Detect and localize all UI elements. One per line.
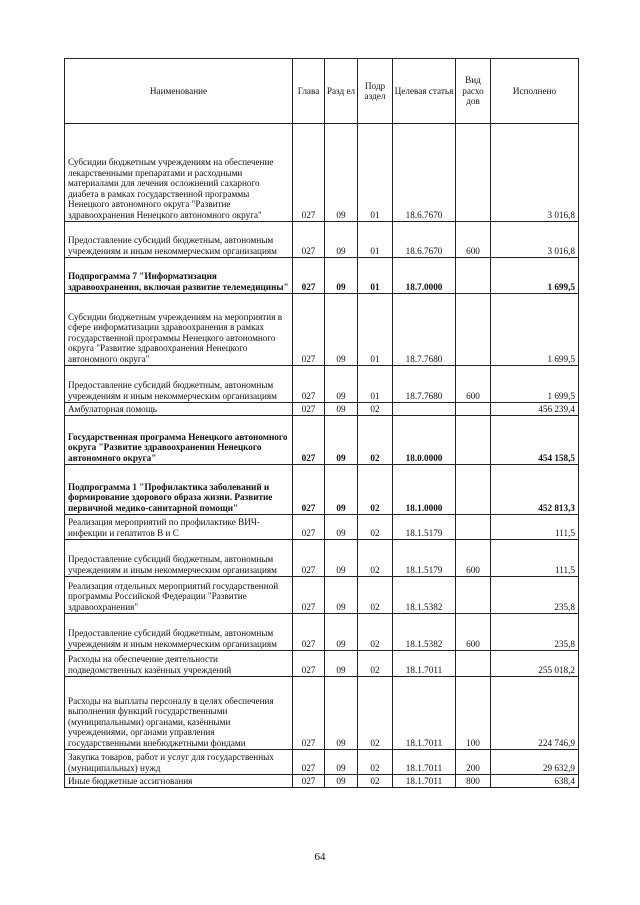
cell-name: Предоставление субсидий бюджетным, автономным учреждениям и иным некоммерческим организациям <box>65 366 293 403</box>
cell-section: 09 <box>325 577 358 614</box>
cell-name: Предоставление субсидий бюджетным, автономным учреждениям и иным некоммерческим организациям <box>65 614 293 651</box>
cell-target: 18.1.5382 <box>393 577 456 614</box>
header-subsection: Подр аздел <box>358 59 393 124</box>
cell-subsection: 01 <box>358 124 393 222</box>
cell-expense-type <box>456 515 491 540</box>
cell-expense-type: 600 <box>456 540 491 577</box>
cell-section: 09 <box>325 677 358 750</box>
cell-expense-type <box>456 258 491 294</box>
table-body <box>65 124 579 788</box>
table-row <box>65 258 579 294</box>
cell-executed: 255 018,2 <box>491 651 579 677</box>
cell-target: 18.7.7680 <box>393 366 456 403</box>
cell-chapter: 027 <box>293 465 325 515</box>
cell-name: Предоставление субсидий бюджетным, автономным учреждениям и иным некоммерческим организациям <box>65 222 293 258</box>
cell-expense-type: 800 <box>456 775 491 788</box>
cell-subsection: 02 <box>358 651 393 677</box>
cell-section: 09 <box>325 651 358 677</box>
cell-name: Расходы на выплаты персоналу в целях обеспечения выполнения функций государственными (муниципальными) органами, казёнными учреждениями, органами управления государственными внебюджетными фондами <box>65 677 293 750</box>
cell-subsection: 02 <box>358 515 393 540</box>
cell-chapter: 027 <box>293 515 325 540</box>
table-row <box>65 222 579 258</box>
cell-name: Государственная программа Ненецкого автономного округа "Развитие здравоохранения Ненецкого автономного округа" <box>65 416 293 465</box>
cell-subsection: 01 <box>358 258 393 294</box>
table-row <box>65 577 579 614</box>
page-number: 64 <box>314 851 326 863</box>
cell-subsection: 01 <box>358 294 393 366</box>
cell-subsection: 02 <box>358 403 393 416</box>
cell-section: 09 <box>325 540 358 577</box>
cell-executed: 3 016,8 <box>491 124 579 222</box>
table-row <box>65 366 579 403</box>
cell-name: Предоставление субсидий бюджетным, автономным учреждениям и иным некоммерческим организациям <box>65 540 293 577</box>
table-row <box>65 465 579 515</box>
cell-executed: 452 813,3 <box>491 465 579 515</box>
table-row <box>65 677 579 750</box>
cell-target <box>393 403 456 416</box>
cell-executed: 1 699,5 <box>491 258 579 294</box>
cell-chapter: 027 <box>293 416 325 465</box>
cell-expense-type: 600 <box>456 366 491 403</box>
header-target: Целевая статья <box>393 59 456 124</box>
cell-chapter: 027 <box>293 222 325 258</box>
cell-target: 18.1.5179 <box>393 540 456 577</box>
cell-subsection: 02 <box>358 540 393 577</box>
cell-executed: 1 699,5 <box>491 366 579 403</box>
cell-subsection: 01 <box>358 222 393 258</box>
cell-subsection: 02 <box>358 465 393 515</box>
cell-target: 18.0.0000 <box>393 416 456 465</box>
cell-chapter: 027 <box>293 258 325 294</box>
table-row <box>65 614 579 651</box>
cell-executed: 235,8 <box>491 577 579 614</box>
cell-section: 09 <box>325 465 358 515</box>
cell-name: Реализация мероприятий по профилактике ВИЧ-инфекции и гепатитов B и C <box>65 515 293 540</box>
cell-name: Закупка товаров, работ и услуг для государственных (муниципальных) нужд <box>65 750 293 775</box>
table-row <box>65 124 579 222</box>
cell-executed: 235,8 <box>491 614 579 651</box>
table-row <box>65 416 579 465</box>
cell-subsection: 02 <box>358 577 393 614</box>
cell-executed: 1 699,5 <box>491 294 579 366</box>
cell-target: 18.1.7011 <box>393 651 456 677</box>
cell-executed: 224 746,9 <box>491 677 579 750</box>
cell-chapter: 027 <box>293 124 325 222</box>
table-row <box>65 515 579 540</box>
cell-name: Амбулаторная помощь <box>65 403 293 416</box>
cell-name: Реализация отдельных мероприятий государственной программы Российской Федерации "Развитие здравоохранения" <box>65 577 293 614</box>
cell-section: 09 <box>325 750 358 775</box>
cell-target: 18.7.7680 <box>393 294 456 366</box>
cell-executed: 454 158,5 <box>491 416 579 465</box>
cell-target: 18.6.7670 <box>393 222 456 258</box>
cell-expense-type <box>456 124 491 222</box>
cell-executed: 456 239,4 <box>491 403 579 416</box>
budget-execution-table <box>64 58 579 788</box>
cell-target: 18.1.7011 <box>393 677 456 750</box>
cell-chapter: 027 <box>293 775 325 788</box>
cell-subsection: 02 <box>358 677 393 750</box>
cell-expense-type <box>456 465 491 515</box>
cell-executed: 111,5 <box>491 515 579 540</box>
table-row <box>65 403 579 416</box>
cell-target: 18.1.5179 <box>393 515 456 540</box>
cell-executed: 3 016,8 <box>491 222 579 258</box>
cell-expense-type: 200 <box>456 750 491 775</box>
header-section: Разд ел <box>325 59 358 124</box>
cell-chapter: 027 <box>293 403 325 416</box>
cell-section: 09 <box>325 124 358 222</box>
cell-target: 18.1.5382 <box>393 614 456 651</box>
cell-expense-type: 100 <box>456 677 491 750</box>
cell-subsection: 02 <box>358 614 393 651</box>
cell-expense-type <box>456 403 491 416</box>
cell-chapter: 027 <box>293 540 325 577</box>
cell-section: 09 <box>325 515 358 540</box>
header-expense-type: Вид расхо дов <box>456 59 491 124</box>
cell-section: 09 <box>325 416 358 465</box>
cell-chapter: 027 <box>293 366 325 403</box>
cell-subsection: 02 <box>358 775 393 788</box>
cell-section: 09 <box>325 222 358 258</box>
cell-name: Иные бюджетные ассигнования <box>65 775 293 788</box>
cell-expense-type <box>456 294 491 366</box>
table-row <box>65 651 579 677</box>
cell-executed: 29 632,9 <box>491 750 579 775</box>
cell-section: 09 <box>325 614 358 651</box>
cell-target: 18.1.7011 <box>393 775 456 788</box>
table-row <box>65 540 579 577</box>
cell-chapter: 027 <box>293 577 325 614</box>
cell-section: 09 <box>325 294 358 366</box>
cell-chapter: 027 <box>293 614 325 651</box>
cell-section: 09 <box>325 366 358 403</box>
cell-section: 09 <box>325 403 358 416</box>
cell-target: 18.6.7670 <box>393 124 456 222</box>
cell-expense-type: 600 <box>456 222 491 258</box>
cell-subsection: 01 <box>358 366 393 403</box>
cell-expense-type <box>456 651 491 677</box>
table-row <box>65 775 579 788</box>
cell-name: Субсидии бюджетным учреждениям на мероприятия в сфере информатизации здравоохранения в рамках государственной программы Ненецкого автономного округа "Развитие здравоохранения Ненецкого автономного округа" <box>65 294 293 366</box>
cell-name: Субсидии бюджетным учреждениям на обеспечение лекарственными препаратами и расходными материалами для лечения осложнений сахарного диабета в рамках государственной программы Ненецкого автономного округа "Развитие здравоохранения Ненецкого автономного округа" <box>65 124 293 222</box>
cell-target: 18.1.7011 <box>393 750 456 775</box>
cell-chapter: 027 <box>293 651 325 677</box>
cell-subsection: 02 <box>358 416 393 465</box>
cell-section: 09 <box>325 258 358 294</box>
cell-expense-type <box>456 416 491 465</box>
table-row <box>65 750 579 775</box>
cell-chapter: 027 <box>293 677 325 750</box>
cell-executed: 638,4 <box>491 775 579 788</box>
cell-chapter: 027 <box>293 750 325 775</box>
cell-name: Подпрограмма 7 "Информатизация здравоохранения, включая развитие телемедицины" <box>65 258 293 294</box>
table-header-row <box>65 59 579 124</box>
header-executed: Исполнено <box>491 59 579 124</box>
cell-expense-type: 600 <box>456 614 491 651</box>
cell-expense-type <box>456 577 491 614</box>
cell-executed: 111,5 <box>491 540 579 577</box>
header-chapter: Глава <box>293 59 325 124</box>
cell-target: 18.1.0000 <box>393 465 456 515</box>
table-row <box>65 294 579 366</box>
cell-name: Расходы на обеспечение деятельности подведомственных казённых учреждений <box>65 651 293 677</box>
cell-section: 09 <box>325 775 358 788</box>
cell-target: 18.7.0000 <box>393 258 456 294</box>
cell-name: Подпрограмма 1 "Профилактика заболеваний и формирование здорового образа жизни. Развитие первичной медико-санитарной помощи" <box>65 465 293 515</box>
header-name: Наименование <box>65 59 293 124</box>
cell-chapter: 027 <box>293 294 325 366</box>
cell-subsection: 02 <box>358 750 393 775</box>
